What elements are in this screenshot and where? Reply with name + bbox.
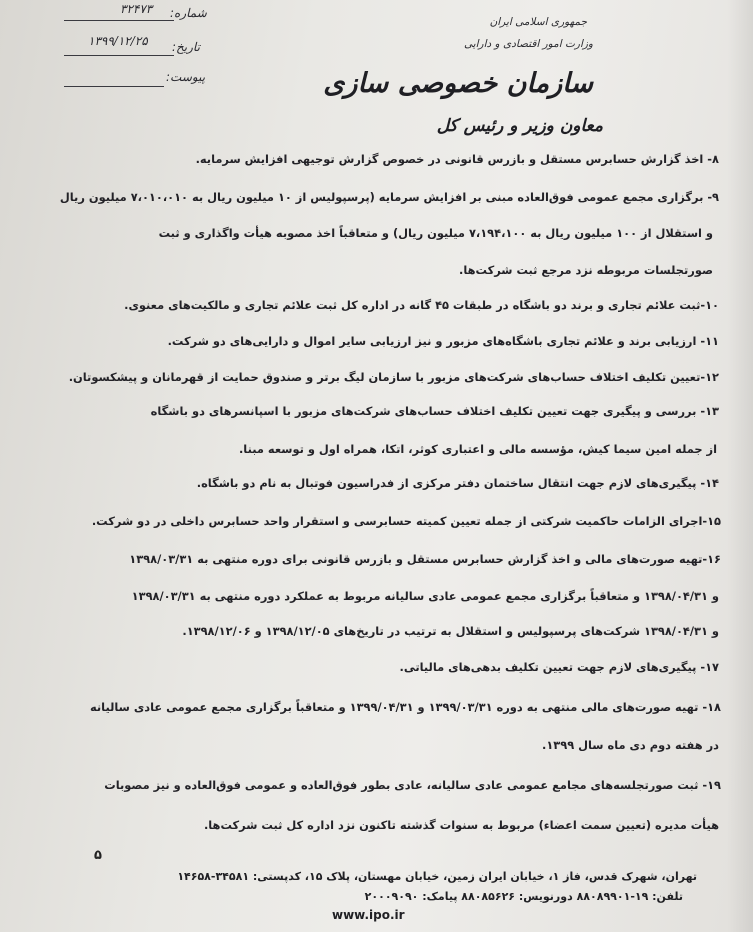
body-line: هیأت مدیره (تعیین سمت اعضاء) مربوط به سنوات گذشته تاکنون نزد اداره کل ثبت شرکت‌ها. <box>203 818 719 832</box>
body-line: ۱۰-ثبت علائم تجاری و برند دو باشگاه در طبقات ۴۵ گانه در اداره کل ثبت علائم تجاری و مالکیت‌های معنوی. <box>124 298 719 312</box>
body-line: و ۱۳۹۸/۰۴/۳۱ و متعاقباً برگزاری مجمع عمومی عادی سالیانه مربوط به عملکرد دوره منتهی به ۱۳۹۸/۰۳/۳۱ <box>131 589 719 603</box>
body-line: ۱۵-اجرای الزامات حاکمیت شرکتی از جمله تعیین کمیته حسابرسی و استقرار واحد حسابرس داخلی در دو شرکت. <box>91 514 721 528</box>
body-line: ۱۷- پیگیری‌های لازم جهت تعیین تکلیف بدهی‌های مالیاتی. <box>399 660 719 674</box>
body-line: و استقلال از ۱۰۰ میلیون ریال به ۷،۱۹۴،۱۰۰ میلیون ریال) و متعاقباً اخذ مصوبه هیأت واگذاری و ثبت <box>158 226 713 240</box>
body-line: از جمله امین سیما کیش، مؤسسه مالی و اعتباری کوثر، اتکا، همراه اول و توسعه مبنا. <box>238 442 717 456</box>
letter-number-label: شماره: <box>170 6 207 20</box>
body-line: ۹- برگزاری مجمع عمومی فوق‌العاده مبنی بر افزایش سرمایه (پرسپولیس از ۱۰ میلیون ریال به ۷،۰۱۰،۰۱۰ میلیون ریال <box>59 190 719 204</box>
body-line: ۱۶-تهیه صورت‌های مالی و اخذ گزارش حسابرس مستقل و بازرس قانونی برای دوره منتهی به ۱۳۹۸/۰۳/۳۱ <box>129 552 721 566</box>
footer-website: www.ipo.ir <box>332 908 405 922</box>
letterhead-deputy: معاون وزیر و رئیس کل <box>436 116 603 136</box>
body-line: صورتجلسات مربوطه نزد مرجع ثبت شرکت‌ها. <box>459 263 713 277</box>
page-shadow <box>727 0 753 932</box>
page-mark: ۵ <box>94 848 102 863</box>
letter-number-rule <box>64 20 174 21</box>
body-line: ۱۴- پیگیری‌های لازم جهت انتقال ساختمان دفتر مرکزی از فدراسیون فوتبال به نام دو باشگاه. <box>196 476 719 490</box>
letter-number-value: ۳۲۴۷۳ <box>120 2 153 16</box>
body-line: و ۱۳۹۸/۰۴/۳۱ شرکت‌های پرسپولیس و استقلال به ترتیب در تاریخ‌های ۱۳۹۸/۱۲/۰۵ و ۱۳۹۸/۱۲/۰۶. <box>182 624 719 638</box>
body-line: ۱۹- ثبت صورتجلسه‌های مجامع عمومی عادی سالیانه، عادی بطور فوق‌العاده و عمومی فوق‌العاده و نیز مصوبات <box>104 778 721 792</box>
body-line: ۱۱- ارزیابی برند و علائم تجاری باشگاه‌های مزبور و نیز ارزیابی سایر اموال و دارایی‌های دو شرکت. <box>167 334 719 348</box>
body-line: ۸- اخذ گزارش حسابرس مستقل و بازرس قانونی در خصوص گزارش توجیهی افزایش سرمایه. <box>195 152 719 166</box>
body-line: در هفته دوم دی ماه سال ۱۳۹۹. <box>542 738 719 752</box>
letter-date-rule <box>64 55 174 56</box>
body-line: ۱۸- تهیه صورت‌های مالی منتهی به دوره ۱۳۹۹/۰۳/۳۱ و ۱۳۹۹/۰۴/۳۱ و متعاقباً برگزاری مجمع عمومی عادی سالیانه <box>90 700 721 714</box>
letter-date-label: تاریخ: <box>172 40 200 54</box>
footer-phones: تلفن: ۱۹-۸۸۰۸۹۹۰۱ دورنویس: ۸۸۰۸۵۶۲۶ پیامک: ۲۰۰۰۹۰۹۰ <box>364 890 683 903</box>
letter-date-value: ۱۳۹۹/۱۲/۲۵ <box>88 34 148 48</box>
letterhead-republic: جمهوری اسلامی ایران <box>489 16 587 28</box>
footer-address: تهران، شهرک قدس، فاز ۱، خیابان ایران زمین، خیابان مهستان، پلاک ۱۵، کدپستی: ۳۴۵۸۱-۱۴۶۵۸ <box>177 870 697 883</box>
letter-attachment-rule <box>64 86 164 87</box>
letterhead-ministry: وزارت امور اقتصادی و دارایی <box>463 38 593 50</box>
body-line: ۱۲-تعیین تکلیف اختلاف حساب‌های شرکت‌های مزبور با سازمان لیگ برتر و صندوق حمایت از قهرمانان و پیشکسوتان. <box>68 370 719 384</box>
letterhead-organization: سازمان خصوصی سازی <box>323 68 593 99</box>
body-line: ۱۳- بررسی و پیگیری جهت تعیین تکلیف اختلاف حساب‌های شرکت‌های مزبور با اسپانسرهای دو باشگاه <box>150 404 719 418</box>
letter-attachment-label: پیوست: <box>166 70 206 84</box>
